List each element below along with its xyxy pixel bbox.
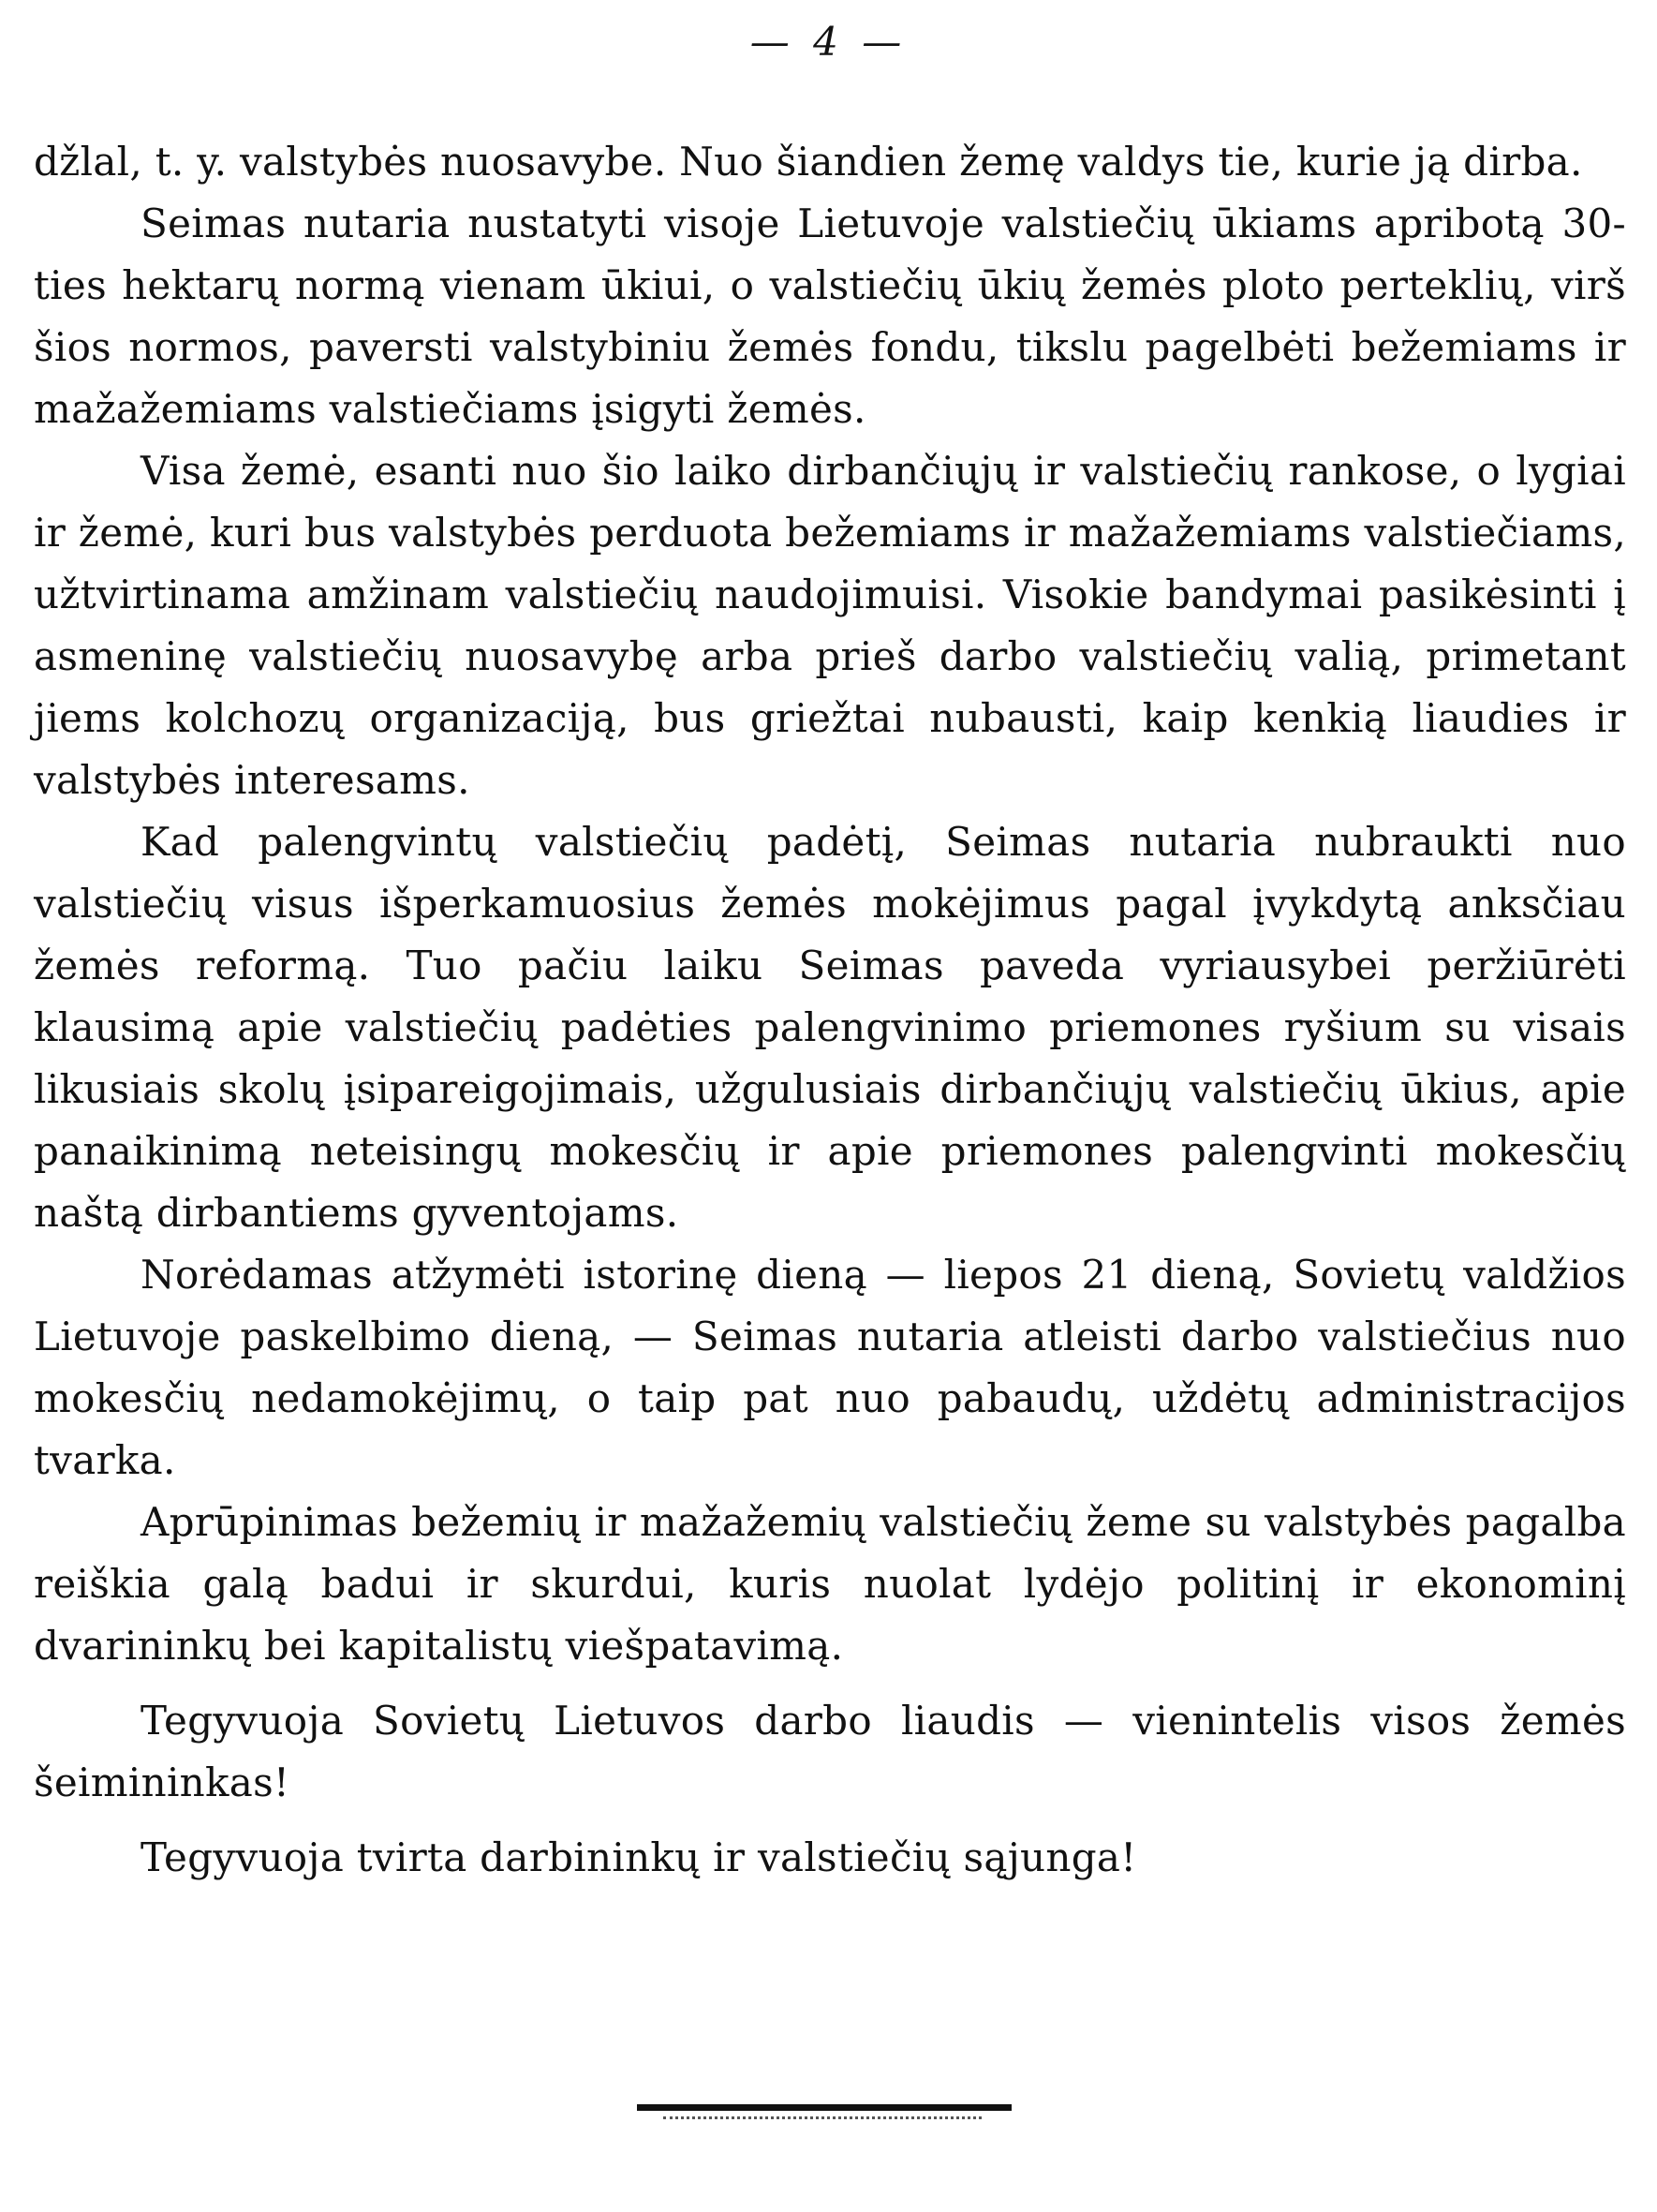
- paragraph: Aprūpinimas bežemių ir mažažemių valstiečių žeme su valstybės pagalba reiškia galą badui ir skurdui, kuris nuolat lydėjo politinį ir ekonominį dvarininkų bei kapitalistų viešpatavimą.: [34, 1499, 1626, 1669]
- end-rule-dots: [663, 2116, 982, 2119]
- paragraph: Seimas nutaria nustatyti visoje Lietuvoje valstiečių ūkiams apribotą 30-ties hektarų normą vienam ūkiui, o valstiečių ūkių žemės ploto perteklių, virš šios normos, paversti valstybiniu žemės fondu, tikslu pagelbėti bežemiams ir mažažemiams valstiečiams įsigyti žemės.: [34, 200, 1626, 432]
- paragraph: Visa žemė, esanti nuo šio laiko dirbančiųjų ir valstiečių rankose, o lygiai ir žemė, kuri bus valstybės perduota bežemiams ir mažažemiams valstiečiams, užtvirtinama amžinam valstiečių naudojimuisi. Visokie bandymai pasikėsinti į asmeninę valstiečių nuosavybę arba prieš darbo valstiečių valią, primetant jiems kolchozų organizaciją, bus griežtai nubausti, kaip kenkią liaudies ir valstybės interesams.: [34, 448, 1626, 803]
- paragraph: džlal, t. y. valstybės nuosavybe. Nuo šiandien žemę valdys tie, kurie ją dirba.: [34, 139, 1583, 185]
- body-text: [34, 131, 1626, 1889]
- paragraph: Kad palengvintų valstiečių padėtį, Seimas nutaria nubraukti nuo valstiečių visus išperkamuosius žemės mokėjimus pagal įvykdytą anksčiau žemės reformą. Tuo pačiu laiku Seimas paveda vyriausybei peržiūrėti klausimą apie valstiečių padėties palengvinimo priemones ryšium su visais likusiais skolų įsipareigojimais, užgulusiais dirbančiųjų valstiečių ūkius, apie panaikinimą neteisingų mokesčių ir apie priemones palengvinti mokesčių naštą dirbantiems gyventojams.: [34, 819, 1626, 1236]
- slogan-paragraph: Tegyvuoja tvirta darbininkų ir valstiečių sąjunga!: [141, 1834, 1137, 1880]
- end-rule: [637, 2104, 1012, 2111]
- page-number: — 4 —: [749, 19, 908, 65]
- slogan-paragraph: Tegyvuoja Sovietų Lietuvos darbo liaudis — vienintelis visos žemės šeimininkas!: [34, 1698, 1626, 1805]
- paragraph: Norėdamas atžymėti istorinę dieną — liepos 21 dieną, Sovietų valdžios Lietuvoje paskelbimo dieną, — Seimas nutaria atleisti darbo valstiečius nuo mokesčių nedamokėjimų, o taip pat nuo pabaudų, uždėtų administracijos tvarka.: [34, 1252, 1626, 1483]
